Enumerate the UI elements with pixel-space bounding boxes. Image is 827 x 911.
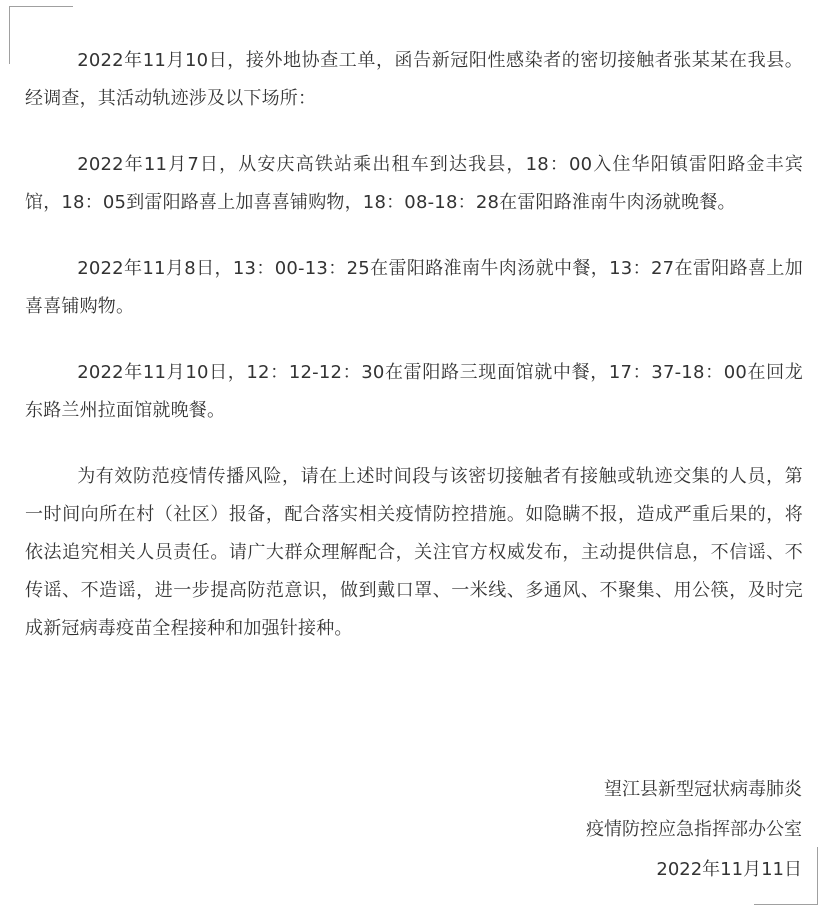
notice-body: [25, 42, 803, 676]
paragraph-nov-10: 2022年11月10日，12：12-12：30在雷阳路三现面馆就中餐，17：37-18：00在回龙东路兰州拉面馆就晚餐。: [25, 362, 803, 421]
paragraph-nov-8: 2022年11月8日，13：00-13：25在雷阳路淮南牛肉汤就中餐，13：27在雷阳路喜上加喜喜铺购物。: [25, 258, 803, 317]
frame-corner-top-left-horizontal: [9, 6, 73, 7]
paragraph-nov-7: 2022年11月7日，从安庆高铁站乘出租车到达我县，18：00入住华阳镇雷阳路金丰宾馆，18：05到雷阳路喜上加喜喜铺购物，18：08-18：28在雷阳路淮南牛肉汤就晚餐。: [25, 154, 803, 213]
frame-corner-bottom-right-horizontal: [754, 904, 818, 905]
signature-date: 2022年11月11日: [656, 859, 802, 880]
paragraph-advisory: 为有效防范疫情传播风险，请在上述时间段与该密切接触者有接触或轨迹交集的人员，第一时间向所在村（社区）报备，配合落实相关疫情防控措施。如隐瞒不报，造成严重后果的，将依法追究相关人员责任。请广大群众理解配合，关注官方权威发布，主动提供信息，不信谣、不传谣、不造谣，进一步提高防范意识，做到戴口罩、一米线、多通风、不聚集、用公筷，及时完成新冠病毒疫苗全程接种和加强针接种。: [25, 466, 803, 639]
frame-corner-bottom-right-vertical: [817, 847, 818, 905]
paragraph-intro: 2022年11月10日，接外地协查工单，函告新冠阳性感染者的密切接触者张某某在我县。经调查，其活动轨迹涉及以下场所：: [25, 50, 803, 109]
frame-corner-top-left-vertical: [9, 6, 10, 64]
signature-block: [586, 770, 802, 890]
signature-org-line-2: 疫情防控应急指挥部办公室: [586, 819, 802, 840]
signature-org-line-1: 望江县新型冠状病毒肺炎: [604, 779, 802, 800]
